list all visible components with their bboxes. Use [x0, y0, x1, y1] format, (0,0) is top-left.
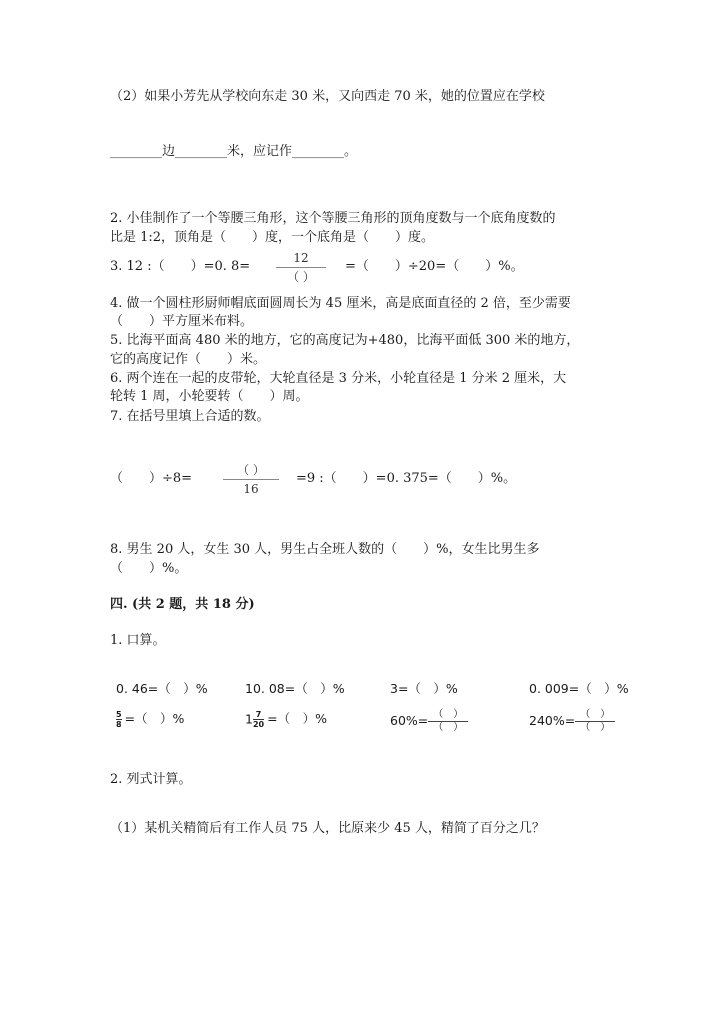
q1-part2-line1: （2）如果小芳先从学校向东走 30 米，又向西走 70 米，她的位置应在学校 — [110, 89, 545, 104]
q7-title: 7. 在括号里填上合适的数。 — [110, 409, 270, 424]
blank-fraction — [575, 710, 615, 733]
oral-item-6 — [245, 710, 327, 729]
oral-item-6-rest: =（ ）% — [267, 711, 327, 726]
q7-fraction-numerator: （ ） — [237, 463, 265, 477]
oral-item-7 — [390, 710, 468, 733]
q7-fraction — [223, 463, 279, 496]
q8-line1: 8. 男生 20 人，女生 30 人，男生占全班人数的（ ）%，女生比男生多 — [110, 542, 540, 557]
mixed-whole: 1 — [245, 711, 253, 727]
oral-item-7-prefix: 60%= — [390, 713, 429, 728]
q1-part2-line2: ________边________米，应记作________。 — [110, 144, 358, 159]
q4-line1: 4. 做一个圆柱形厨师帽底面圆周长为 45 厘米，高是底面直径的 2 倍，至少需要 — [110, 296, 571, 311]
blank-fraction — [428, 710, 468, 733]
oral-item-5 — [116, 710, 184, 729]
fraction-denominator: 8 — [116, 720, 122, 729]
fraction-numerator: （ ） — [433, 709, 464, 720]
q4-line2: （ ）平方厘米布料。 — [110, 314, 254, 329]
small-fraction — [116, 710, 122, 729]
q5-line1: 5. 比海平面高 480 米的地方，它的高度记为+480，比海平面低 300 米的地方， — [110, 333, 580, 348]
q3-fraction-numerator: 12 — [293, 251, 309, 265]
oral-item-4: 0. 009=（ ）% — [529, 681, 629, 696]
section4-q2-title: 2. 列式计算。 — [110, 772, 192, 787]
oral-item-3: 3=（ ）% — [390, 681, 458, 696]
oral-item-8-prefix: 240%= — [529, 713, 576, 728]
q3-fraction-denominator: （ ） — [287, 270, 315, 284]
fraction-bar — [276, 267, 326, 268]
q5-line2: 它的高度记作（ ）米。 — [110, 352, 267, 367]
q7-fraction-denominator: 16 — [243, 482, 259, 496]
fraction-bar — [223, 479, 279, 480]
q8-line2: （ ）%。 — [110, 561, 188, 576]
section-heading: 四. (共 2 题，共 18 分) — [110, 597, 255, 612]
q6-line1: 6. 两个连在一起的皮带轮，大轮直径是 3 分米，小轮直径是 1 分米 2 厘米，大 — [110, 371, 567, 386]
fraction-denominator: （ ） — [580, 722, 611, 733]
small-fraction — [253, 710, 264, 729]
q7-suffix: =9 :（ ）=0. 375=（ ）%。 — [296, 471, 517, 486]
q3-prefix: 3. 12 :（ ）=0. 8= — [110, 259, 251, 274]
fraction-denominator: （ ） — [433, 722, 464, 733]
q2-line1: 2. 小佳制作了一个等腰三角形，这个等腰三角形的顶角度数与一个底角度数的 — [110, 211, 556, 226]
oral-item-8 — [529, 710, 615, 733]
fraction-numerator: （ ） — [580, 709, 611, 720]
section4-q1-title: 1. 口算。 — [110, 633, 166, 648]
fraction-numerator: 5 — [116, 710, 122, 719]
fraction-numerator: 7 — [255, 710, 262, 719]
section4-q2-part1: （1）某机关精简后有工作人员 75 人，比原来少 45 人，精简了百分之几？ — [110, 821, 545, 836]
oral-item-1: 0. 46=（ ）% — [116, 681, 208, 696]
oral-item-2: 10. 08=（ ）% — [245, 681, 345, 696]
fraction-denominator: 20 — [252, 720, 265, 729]
oral-item-5-rest: =（ ）% — [124, 711, 185, 726]
q7-prefix: （ ）÷8= — [110, 471, 193, 486]
q2-line2: 比是 1:2，顶角是（ ）度，一个底角是（ ）度。 — [110, 230, 435, 245]
q3-suffix: =（ ）÷20=（ ）%。 — [345, 259, 524, 274]
q3-fraction — [276, 251, 326, 284]
q6-line2: 轮转 1 周，小轮要转（ ）周。 — [110, 389, 309, 404]
